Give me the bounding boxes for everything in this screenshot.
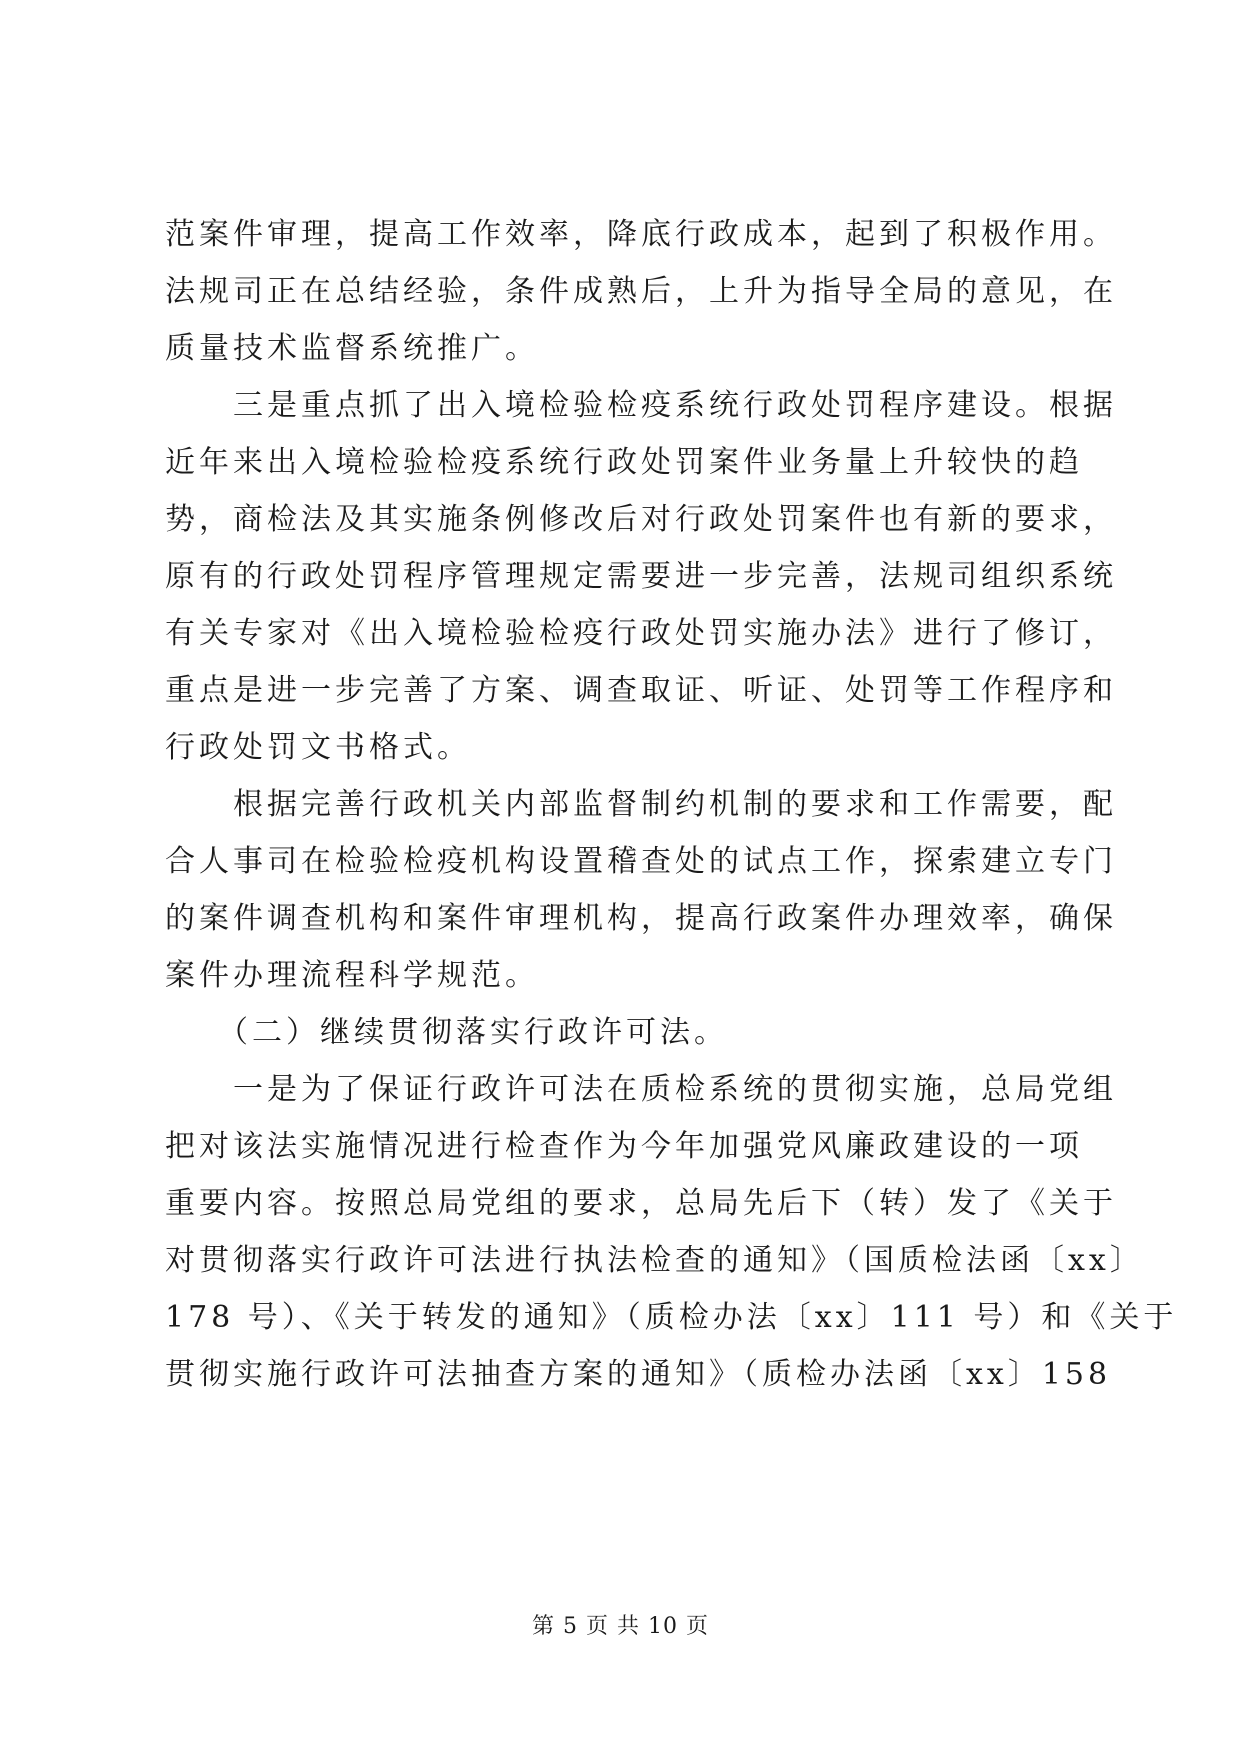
text-line: 质量技术监督系统推广。 [165, 331, 539, 366]
text-line: 178 号）、《关于转发的通知》（质检办法〔xx〕111 号）和《关于 [165, 1300, 1178, 1335]
text-line: 近年来出入境检验检疫系统行政处罚案件业务量上升较快的趋 [165, 445, 1083, 480]
text-line: 合人事司在检验检疫机构设置稽查处的试点工作，探索建立专门 [165, 844, 1117, 879]
text-line: 势，商检法及其实施条例修改后对行政处罚案件也有新的要求， [165, 502, 1117, 537]
text-line: 法规司正在总结经验，条件成熟后，上升为指导全局的意见，在 [165, 274, 1117, 309]
text-line: 三是重点抓了出入境检验检疫系统行政处罚程序建设。根据 [165, 388, 1117, 423]
text-line: 范案件审理，提高工作效率，降底行政成本，起到了积极作用。 [165, 217, 1117, 252]
page-number: 第 5 页 共 10 页 [532, 1614, 709, 1639]
text-line: 对贯彻落实行政许可法进行执法检查的通知》（国质检法函〔xx〕 [165, 1243, 1144, 1278]
text-line: 重点是进一步完善了方案、调查取证、听证、处罚等工作程序和 [165, 673, 1117, 708]
text-line: 贯彻实施行政许可法抽查方案的通知》（质检办法函〔xx〕158 [165, 1357, 1112, 1392]
text-line: 把对该法实施情况进行检查作为今年加强党风廉政建设的一项 [165, 1129, 1083, 1164]
text-line: 的案件调查机构和案件审理机构，提高行政案件办理效率，确保 [165, 901, 1117, 936]
text-line: 重要内容。按照总局党组的要求，总局先后下（转）发了《关于 [165, 1186, 1117, 1221]
text-line: 有关专家对《出入境检验检疫行政处罚实施办法》进行了修订， [165, 616, 1117, 651]
text-line: 一是为了保证行政许可法在质检系统的贯彻实施，总局党组 [165, 1072, 1117, 1107]
section-heading: （二）继续贯彻落实行政许可法。 [165, 1015, 728, 1050]
text-line: 案件办理流程科学规范。 [165, 958, 539, 993]
text-line: 根据完善行政机关内部监督制约机制的要求和工作需要，配 [165, 787, 1117, 822]
text-line: 行政处罚文书格式。 [165, 730, 471, 765]
text-line: 原有的行政处罚程序管理规定需要进一步完善，法规司组织系统 [165, 559, 1117, 594]
